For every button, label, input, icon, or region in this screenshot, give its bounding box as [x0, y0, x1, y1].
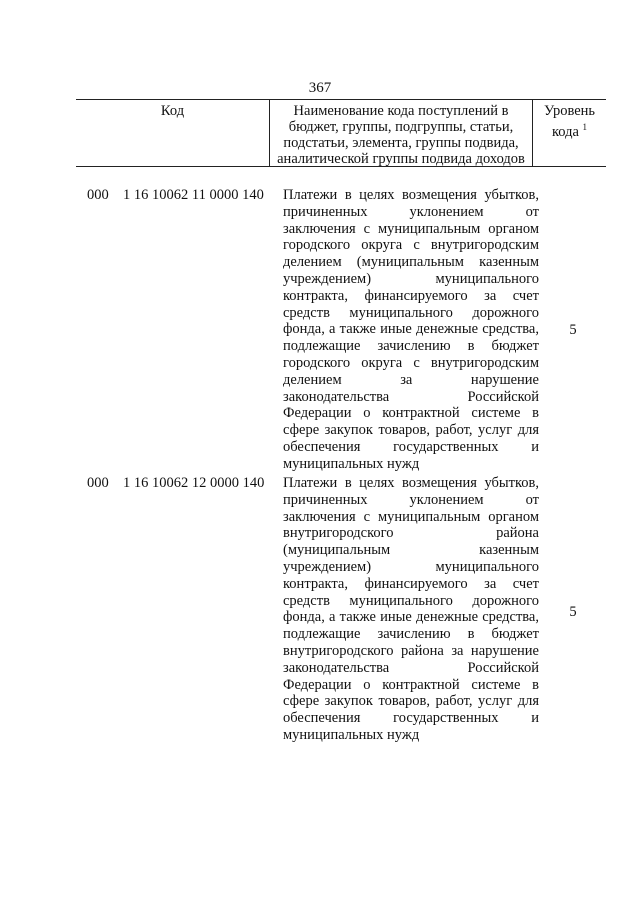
name-line: фонда, а также иные денежные средства, [283, 609, 539, 626]
name-line: заключения с муниципальным органом [283, 508, 539, 525]
name-line: причиненных уклонением от [283, 491, 539, 508]
name-line: обеспечения государственных и [283, 438, 539, 455]
footnote-marker: 1 [582, 122, 588, 132]
row-code [87, 187, 264, 204]
name-line: муниципальных нужд [283, 726, 420, 743]
name-line: контракта, финансируемого за счет [283, 575, 539, 592]
name-line: городского округа с внутригородским [283, 237, 539, 254]
name-line: средств муниципального дорожного [283, 304, 539, 321]
row-level: 5 [569, 322, 577, 338]
name-line: муниципальных нужд [283, 455, 420, 472]
name-line: подлежащие зачислению в бюджет [283, 338, 539, 355]
name-line: внутригородского района за нарушение [283, 642, 539, 659]
name-line: фонда, а также иные денежные средства, [283, 321, 539, 338]
name-line: Федерации о контрактной системе в [283, 676, 539, 693]
name-line: Платежи в целях возмещения убытков, [283, 475, 539, 491]
name-line: законодательства Российской [283, 659, 539, 676]
name-line: средств муниципального дорожного [283, 592, 539, 609]
header-name-line: подстатьи, элемента, группы подвида, [283, 135, 519, 151]
name-line: Платежи в целях возмещения убытков, [283, 187, 539, 203]
name-line: причиненных уклонением от [283, 203, 539, 220]
header-name [269, 100, 533, 166]
row-level: 5 [569, 604, 577, 620]
name-line: контракта, финансируемого за счет [283, 287, 539, 304]
header-level-line: Уровень [543, 103, 596, 119]
header-code: Код [160, 103, 185, 119]
header-name-line: аналитической группы подвида доходов [277, 151, 525, 167]
name-line: внутригородского района [283, 525, 539, 542]
admin-code: 000 [87, 475, 109, 491]
header-name-line: Наименование кода поступлений в [293, 103, 509, 119]
budget-code: 1 16 10062 11 0000 140 [123, 187, 264, 203]
page-number: 367 [308, 80, 332, 96]
name-line: законодательства Российской [283, 388, 539, 405]
table-header [76, 99, 606, 167]
name-line: делением за нарушение [283, 371, 539, 388]
header-level-word: кода [551, 123, 579, 140]
header-name-line: бюджет, группы, подгруппы, статьи, [288, 119, 514, 135]
header-level [533, 100, 606, 166]
name-line: городского округа с внутригородским [283, 354, 539, 371]
name-line: учреждением) муниципального [283, 558, 539, 575]
row-name [283, 187, 539, 473]
row-code [87, 475, 264, 492]
name-line: (муниципальным казенным [283, 542, 539, 559]
name-line: обеспечения государственных и [283, 710, 539, 727]
name-line: Федерации о контрактной системе в [283, 405, 539, 422]
name-line: заключения с муниципальным органом [283, 220, 539, 237]
name-line: делением (муниципальным казенным [283, 254, 539, 271]
row-name [283, 475, 539, 744]
header-level-line [533, 119, 606, 140]
admin-code: 000 [87, 187, 109, 203]
name-line: учреждением) муниципального [283, 270, 539, 287]
budget-code: 1 16 10062 12 0000 140 [123, 475, 265, 491]
name-line: сфере закупок товаров, работ, услуг для [283, 422, 539, 439]
name-line: подлежащие зачислению в бюджет [283, 626, 539, 643]
name-line: сфере закупок товаров, работ, услуг для [283, 693, 539, 710]
